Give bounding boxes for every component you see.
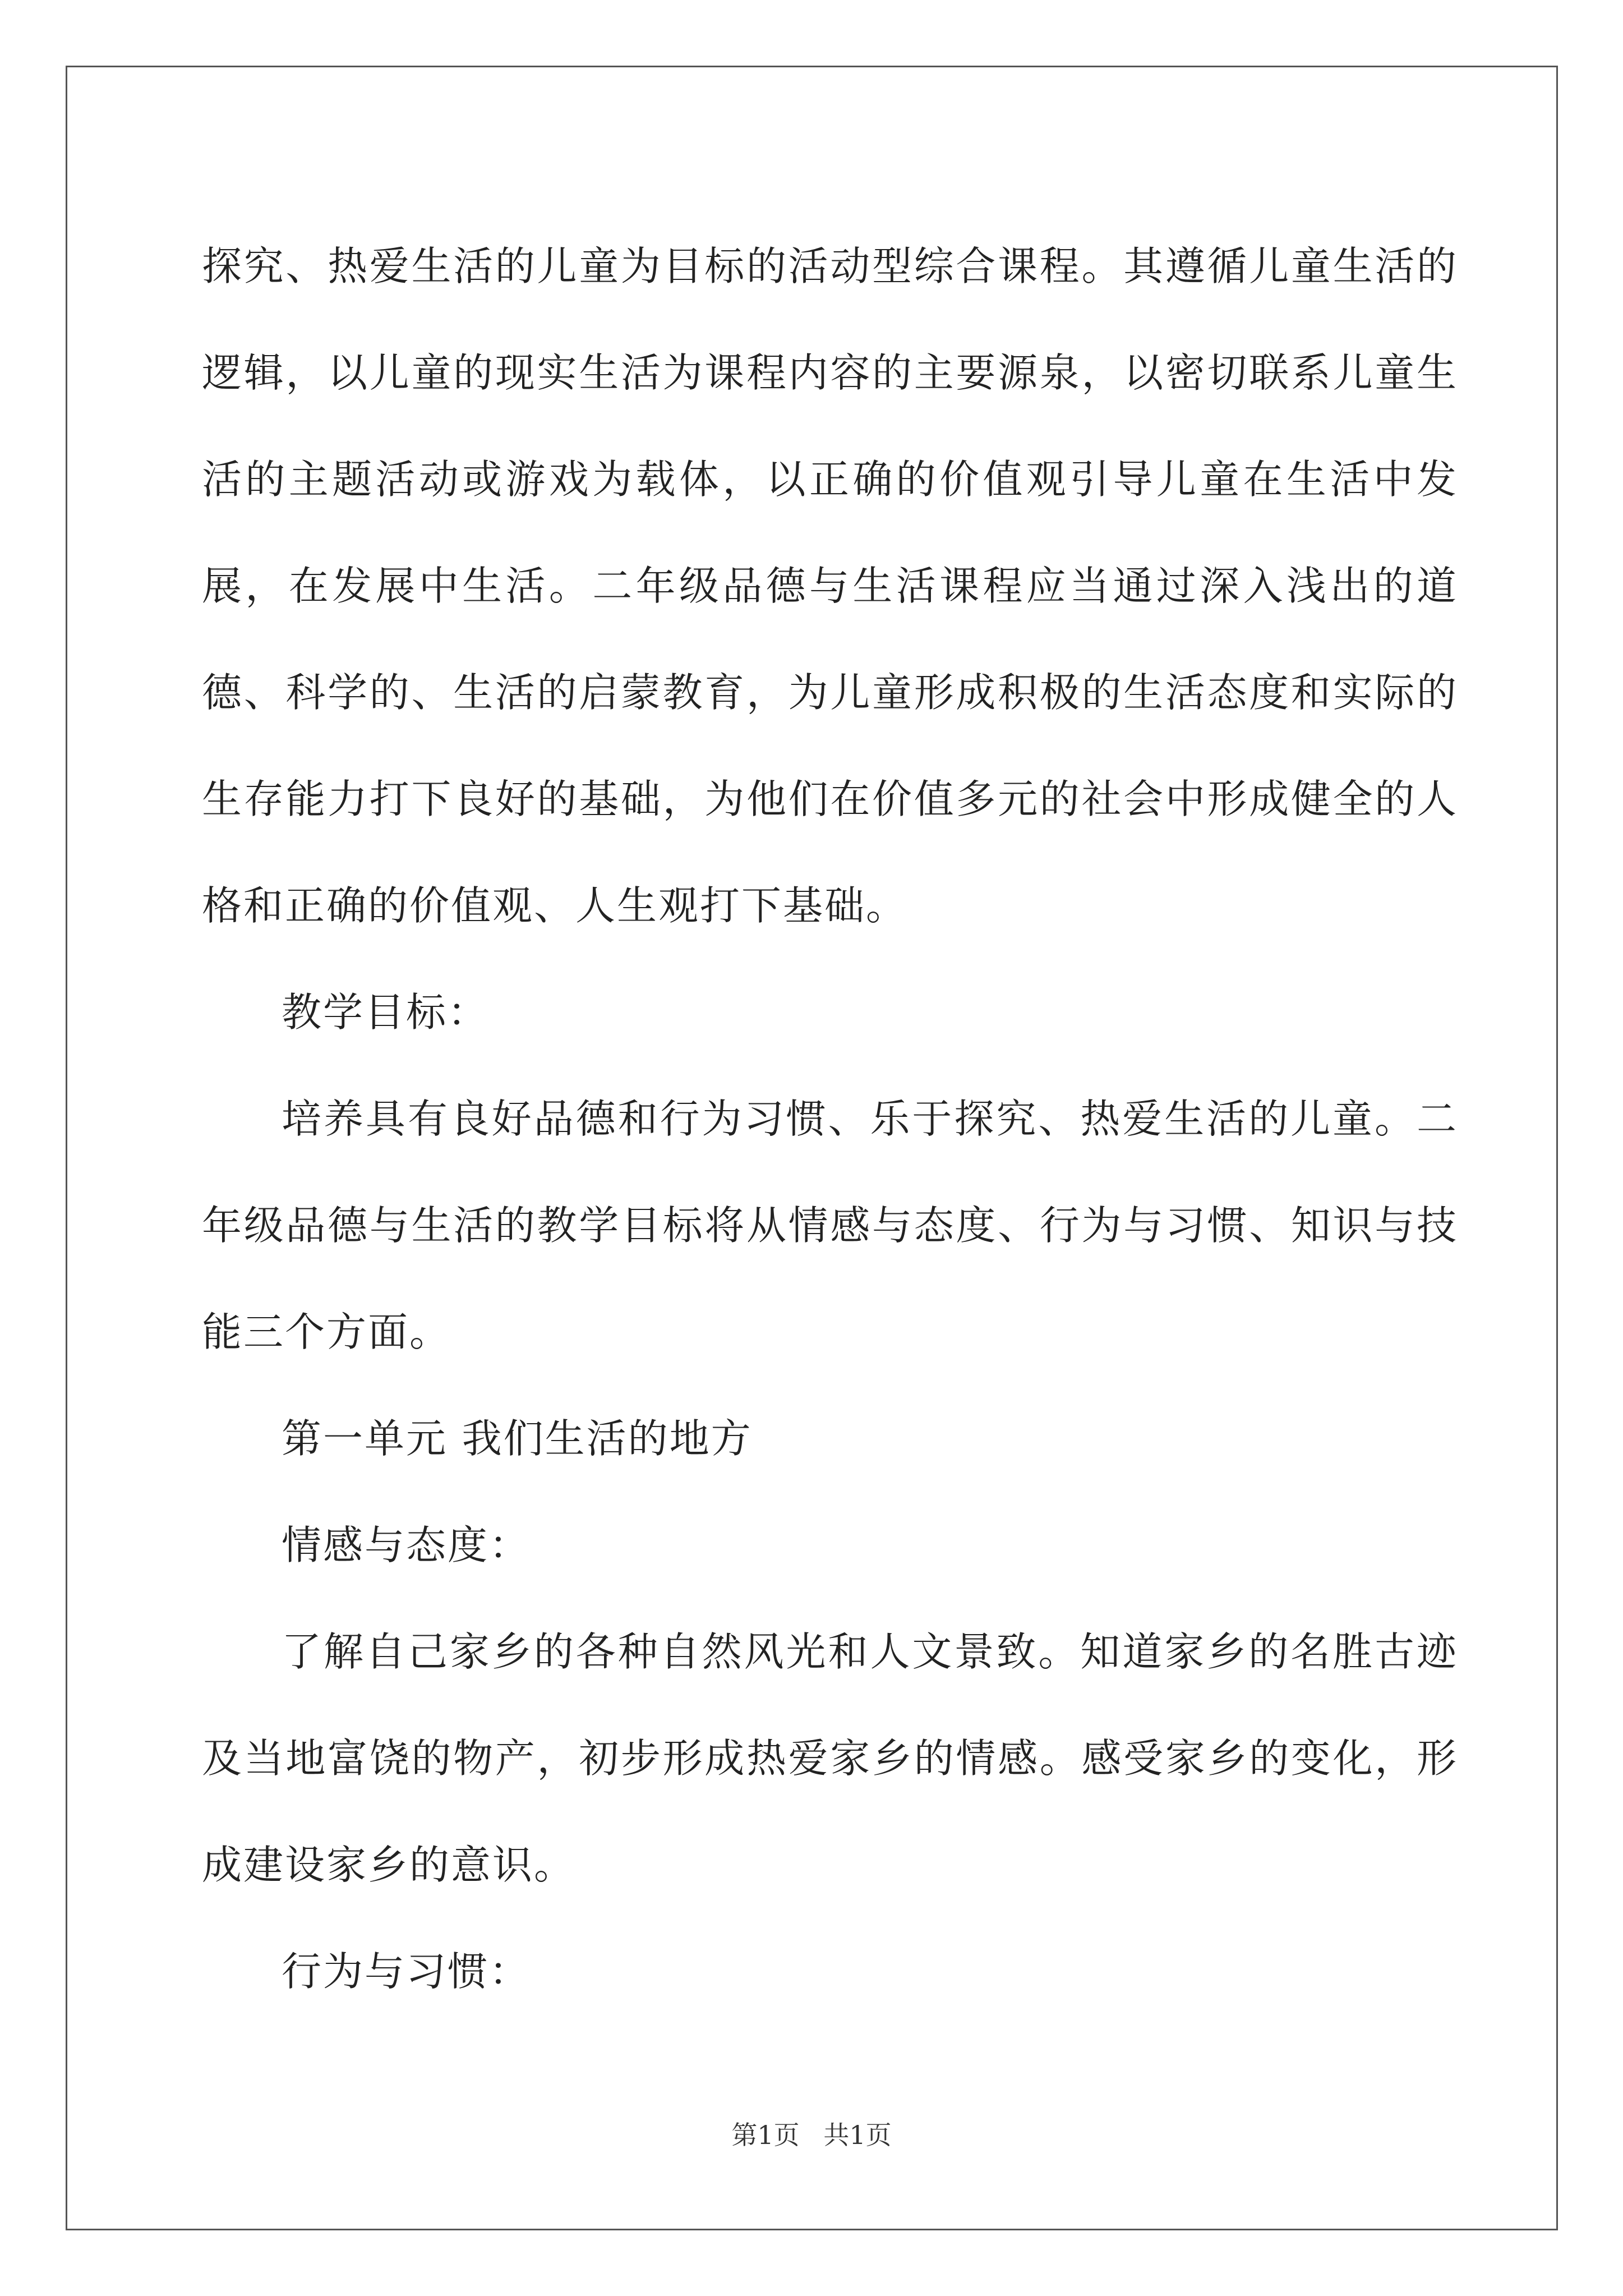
paragraph-hometown: 了解自己家乡的各种自然风光和人文景致。知道家乡的名胜古迹及当地富饶的物产，初步形成热爱家乡的情感。感受家乡的变化，形成建设家乡的意识。 bbox=[202, 1628, 1458, 1888]
document-body bbox=[202, 213, 1458, 2025]
page-total: 共1页 bbox=[823, 2120, 892, 2150]
page-number: 第1页 bbox=[731, 2120, 800, 2150]
page-footer bbox=[0, 2115, 1623, 2152]
heading-teaching-goals: 教学目标： bbox=[282, 989, 490, 1036]
paragraph-goals: 培养具有良好品德和行为习惯、乐于探究、热爱生活的儿童。二年级品德与生活的教学目标将从情感与态度、行为与习惯、知识与技能三个方面。 bbox=[202, 1096, 1458, 1355]
heading-unit-one: 第一单元 我们生活的地方 bbox=[282, 1415, 753, 1462]
heading-emotion-attitude: 情感与态度： bbox=[282, 1522, 531, 1568]
paragraph-intro: 探究、热爱生活的儿童为目标的活动型综合课程。其遵循儿童生活的逻辑，以儿童的现实生活为课程内容的主要源泉，以密切联系儿童生活的主题活动或游戏为载体，以正确的价值观引导儿童在生活中发展，在发展中生活。二年级品德与生活课程应当通过深入浅出的道德、科学的、生活的启蒙教育，为儿童形成积极的生活态度和实际的生存能力打下良好的基础，为他们在价值多元的社会中形成健全的人格和正确的价值观、人生观打下基础。 bbox=[202, 243, 1458, 929]
heading-behavior-habits: 行为与习惯： bbox=[282, 1948, 531, 1995]
